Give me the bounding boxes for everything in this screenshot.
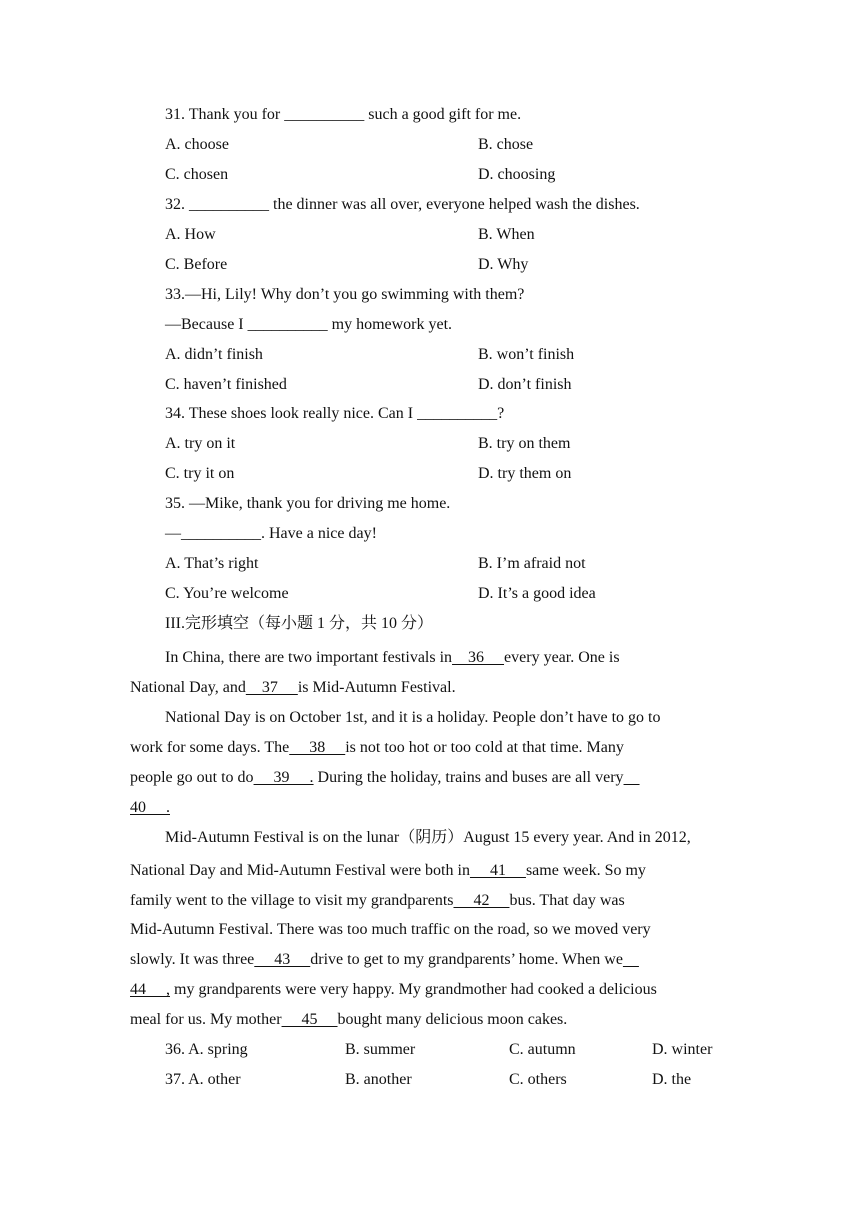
- question-32-stem: 32. __________ the dinner was all over, everyone helped wash the dishes.: [165, 196, 640, 213]
- blank-44: 44 ,: [130, 981, 170, 998]
- q31-option-b: B. chose: [478, 136, 534, 153]
- blank-37: 37: [245, 679, 298, 696]
- passage-text: family went to the village to visit my grandparents: [130, 892, 454, 909]
- q37-option-a: 37. A. other: [165, 1071, 241, 1088]
- blank-43: 43: [254, 951, 311, 968]
- passage-text: During the holiday, trains and buses are all very: [313, 769, 624, 786]
- blank-40: 40 .: [130, 799, 170, 816]
- q31-option-c: C. chosen: [165, 166, 229, 183]
- q36-option-b: B. summer: [345, 1041, 416, 1058]
- passage-text: work for some days. The: [130, 739, 290, 756]
- q37-option-c: C. others: [509, 1071, 567, 1088]
- passage-text: people go out to do: [130, 769, 254, 786]
- passage-line: [130, 798, 170, 818]
- q35-option-d: D. It’s a good idea: [478, 585, 596, 602]
- passage-line: [130, 678, 456, 698]
- q33-option-c: C. haven’t finished: [165, 376, 287, 393]
- q33-option-b: B. won’t finish: [478, 346, 575, 363]
- passage-text: bought many delicious moon cakes.: [337, 1011, 568, 1028]
- q35-option-a: A. That’s right: [165, 555, 259, 572]
- passage-text: drive to get to my grandparents’ home. When we: [310, 951, 623, 968]
- q35-option-b: B. I’m afraid not: [478, 555, 586, 572]
- blank-36: 36: [452, 649, 505, 666]
- q32-option-b: B. When: [478, 226, 535, 243]
- passage-text: every year. One is: [504, 649, 620, 666]
- passage-line: [165, 648, 620, 668]
- q31-option-a: A. choose: [165, 136, 229, 153]
- passage-line: National Day is on October 1st, and it is a holiday. People don’t have to go to: [165, 709, 661, 726]
- question-33-stem: 33.—Hi, Lily! Why don’t you go swimming with them?: [165, 286, 525, 303]
- passage-line: [130, 738, 624, 758]
- question-34-stem: 34. These shoes look really nice. Can I __________?: [165, 405, 505, 422]
- passage-text: same week. So my: [525, 862, 646, 879]
- passage-text: is not too hot or too cold at that time. Many: [345, 739, 624, 756]
- q37-option-b: B. another: [345, 1071, 412, 1088]
- passage-line: [130, 950, 639, 970]
- question-35-stem-2: —__________. Have a nice day!: [165, 525, 377, 542]
- q36-option-d: D. winter: [652, 1041, 713, 1058]
- question-31-stem: 31. Thank you for __________ such a good gift for me.: [165, 106, 522, 123]
- passage-line: [130, 891, 625, 911]
- q32-option-d: D. Why: [478, 256, 529, 273]
- passage-text: National Day, and: [130, 679, 246, 696]
- passage-text: In China, there are two important festivals in: [165, 649, 453, 666]
- blank-42: 42: [453, 892, 510, 909]
- passage-line: [130, 768, 640, 788]
- blank-38: 38: [289, 739, 346, 756]
- q36-option-a: 36. A. spring: [165, 1041, 248, 1058]
- passage-text: bus. That day was: [509, 892, 625, 909]
- q33-option-d: D. don’t finish: [478, 376, 572, 393]
- passage-text: slowly. It was three: [130, 951, 255, 968]
- passage-line: [130, 861, 646, 881]
- question-33-stem-2: —Because I __________ my homework yet.: [165, 316, 453, 333]
- q34-option-d: D. try them on: [478, 465, 572, 482]
- passage-line: [130, 1010, 567, 1030]
- q33-option-a: A. didn’t finish: [165, 346, 263, 363]
- q34-option-c: C. try it on: [165, 465, 235, 482]
- q32-option-c: C. Before: [165, 256, 228, 273]
- passage-text: meal for us. My mother: [130, 1011, 282, 1028]
- question-35-stem: 35. —Mike, thank you for driving me home.: [165, 495, 451, 512]
- blank-40-start: [624, 769, 640, 786]
- passage-text: National Day and Mid-Autumn Festival were both in: [130, 862, 470, 879]
- section-heading: III.完形填空（每小题 1 分，共 10 分）: [165, 615, 433, 632]
- passage-text: is Mid-Autumn Festival.: [297, 679, 456, 696]
- passage-line: Mid-Autumn Festival is on the lunar（阴历）August 15 every year. And in 2012,: [165, 829, 691, 846]
- q31-option-d: D. choosing: [478, 166, 556, 183]
- q34-option-b: B. try on them: [478, 435, 571, 452]
- blank-39: 39 .: [253, 769, 314, 786]
- passage-line: [130, 980, 657, 1000]
- q32-option-a: A. How: [165, 226, 216, 243]
- blank-45: 45: [281, 1011, 338, 1028]
- passage-text: my grandparents were very happy. My grandmother had cooked a delicious: [170, 981, 657, 998]
- blank-41: 41: [469, 862, 526, 879]
- q37-option-d: D. the: [652, 1071, 692, 1088]
- q36-option-c: C. autumn: [509, 1041, 576, 1058]
- q35-option-c: C. You’re welcome: [165, 585, 289, 602]
- q34-option-a: A. try on it: [165, 435, 236, 452]
- passage-line: Mid-Autumn Festival. There was too much traffic on the road, so we moved very: [130, 921, 651, 938]
- blank-44-start: [623, 951, 639, 968]
